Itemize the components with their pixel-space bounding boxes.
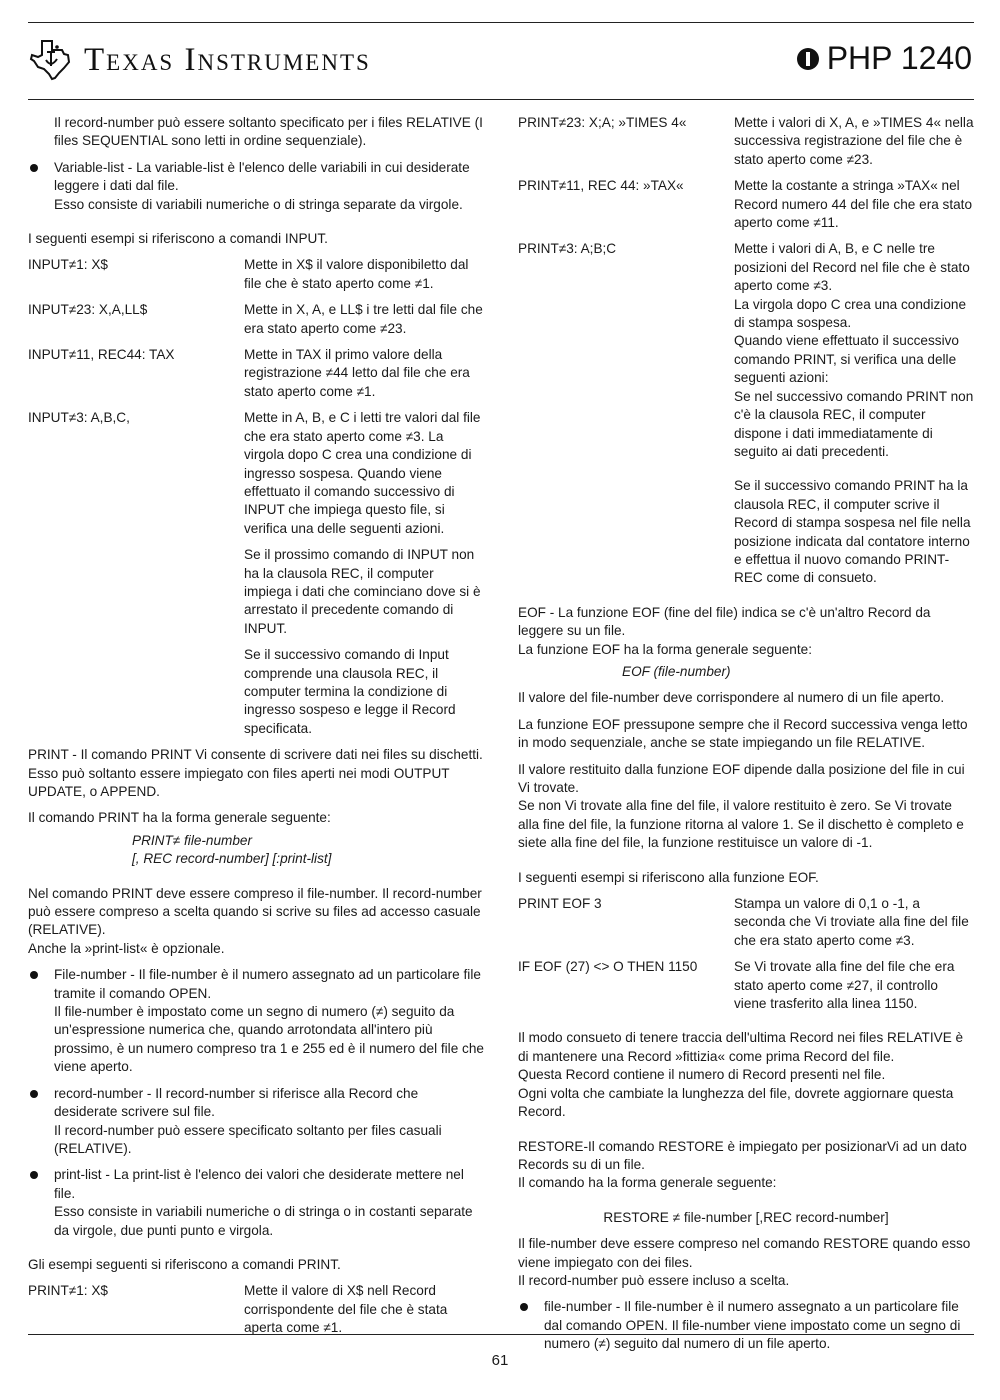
formula-line: RESTORE ≠ file-number [,REC record-number] (603, 1209, 889, 1225)
example-row (518, 895, 974, 950)
example-description: Se il successivo comando PRINT ha la clausola REC, il computer scrive il Record di stampa sospesa nel file nella posizione indicata dal contatore interno e effettua il nuovo comando PRINT-REC come di consueto. (734, 478, 971, 586)
list-item (28, 966, 484, 1076)
paragraph: La funzione EOF pressupone sempre che il Record successiva venga letto in modo sequenziale, anche se state impiegando un file RELATIVE. (518, 716, 968, 751)
paragraph: I seguenti esempi si riferiscono a comandi INPUT. (28, 231, 328, 247)
bullet-text: print-list - La print-list è l'elenco dei valori che desiderate mettere nel file. (54, 1167, 464, 1201)
brand-header (28, 36, 371, 84)
example-command: PRINT EOF 3 (518, 896, 602, 912)
example-command: PRINT≠11, REC 44: »TAX« (518, 178, 684, 194)
example-description: La virgola dopo C crea una condizione di stampa sospesa. (734, 296, 967, 331)
example-command: INPUT≠23: X,A,LL$ (28, 302, 148, 318)
bullet-text: record-number - Il record-number si riferisce alla Record che desiderate scrivere sul file. (54, 1085, 419, 1120)
example-description: Se il prossimo comando di INPUT non ha la clausola REC, il computer impiega i dati che cominciano dove si è arrestato il precedente comando di INPUT. (244, 547, 481, 636)
bullet-text: Il file-number è impostato come un segno di numero (≠) seguito da un'espressione numerica che, quando arrotondata all'intero più prossimo, è un numero compreso tra 1 e 255 ed è il numero del file che viene aperto. (54, 1004, 484, 1075)
formula-line: EOF (file-number) (622, 663, 731, 679)
paragraph: Gli esempi seguenti si riferiscono a comandi PRINT. (28, 1256, 341, 1272)
bullet-text: Variable-list - La variable-list è l'elenco delle variabili in cui desiderate leggere i dati dal file. (54, 159, 470, 194)
example-row (518, 240, 974, 587)
example-row (28, 1282, 484, 1337)
example-row (28, 301, 484, 338)
formula-line: PRINT≠ file-number (132, 832, 253, 848)
paragraph: Il valore restituito dalla funzione EOF dipende dalla posizione del file in cui Vi trovate. (518, 761, 965, 795)
paragraph: La funzione EOF ha la forma generale seguente: (518, 641, 812, 657)
example-command: INPUT≠11, REC44: TAX (28, 347, 175, 363)
list-item (28, 159, 484, 214)
example-description: Mette il valore di X$ nell Record corrispondente del file che è stata aperta come ≠1. (244, 1283, 448, 1336)
paragraph: EOF - La funzione EOF (fine del file) indica se c'è un'altro Record da leggere su un file. (518, 604, 931, 639)
model-number: PHP 1240 (826, 40, 972, 76)
paragraph: Ogni volta che cambiate la lunghezza del file, dovrete aggiornare questa Record. (518, 1085, 954, 1120)
example-row (518, 958, 974, 1013)
bullet-text: Esso consiste di variabili numeriche o di stringa separate da virgole. (54, 196, 463, 212)
left-column (28, 114, 484, 1338)
bullet-text: File-number - Il file-number è il numero assegnato ad un particolare file tramite il comando OPEN. (54, 967, 481, 1001)
example-description-block (734, 240, 974, 587)
paragraph: PRINT - Il comando PRINT Vi consente di scrivere dati nei files su dischetti. (28, 747, 483, 763)
example-description: Mette in X$ il valore disponibiletto dal file che è stato aperto come ≠1. (244, 257, 469, 291)
model-label (797, 40, 972, 77)
top-rule (28, 22, 974, 23)
example-row (28, 346, 484, 401)
example-command: PRINT≠3: A;B;C (518, 241, 617, 257)
paragraph: Il valore del file-number deve corrispondere al numero di un file aperto. (518, 690, 945, 706)
paragraph: Se non Vi trovate alla fine del file, il valore restituito è zero. Se Vi trovate alla fine del file, la funzione ritorna al valore 1. Se il dischetto è completo e siete alla fine del file, la funzione restituisce un valore di -1. (518, 798, 964, 851)
example-row (518, 177, 974, 232)
bullet-text: Esso consiste in variabili numeriche o di stringa o in costanti separate da virgole, due punti punto e virgola. (54, 1204, 473, 1238)
paragraph: Il comando ha la forma generale seguente: (518, 1175, 777, 1191)
page-number: 61 (491, 1352, 509, 1369)
example-command: PRINT≠23: X;A; »TIMES 4« (518, 115, 687, 130)
right-column (518, 114, 974, 1354)
list-item (518, 1298, 974, 1353)
list-item (28, 1085, 484, 1159)
paragraph: I seguenti esempi si riferiscono alla funzione EOF. (518, 869, 819, 885)
bullet-text: Il record-number può essere specificato soltanto per files casuali (RELATIVE). (54, 1122, 442, 1156)
paragraph: Questa Record contiene il numero di Record presenti nel file. (518, 1067, 886, 1083)
header-rule (28, 99, 974, 100)
example-row (518, 114, 974, 169)
example-description: Mette i valori di A, B, e C nelle tre posizioni del Record nel file che è stato aperto come ≠3. (734, 241, 970, 294)
paragraph: Anche la »print-list« è opzionale. (28, 940, 225, 956)
paragraph: RESTORE-Il comando RESTORE è impiegato per posizionarVi ad un dato Records su di un file. (518, 1138, 967, 1172)
example-description: Se il successivo comando di Input comprende una clausola REC, il computer termina la condizione di ingresso sospeso e legge il Record specificata. (244, 647, 456, 736)
example-description-block (244, 409, 484, 738)
example-description: Se Vi trovate alla fine del file che era stato aperto come ≠27, il controllo viene trasferito alla linea 1150. (734, 959, 955, 1012)
example-command: INPUT≠1: X$ (28, 257, 108, 273)
example-command: PRINT≠1: X$ (28, 1283, 108, 1299)
formula-line: [, REC record-number] [:print-list] (132, 851, 332, 867)
paragraph: Il record-number può essere incluso a scelta. (518, 1272, 790, 1288)
paragraph: Il modo consueto di tenere traccia dell'ultima Record nei files RELATIVE è di mantenere una Record »fittizia« come prima Record del file. (518, 1030, 964, 1064)
example-description: Mette in A, B, e C i letti tre valori dal file che era stato aperto come ≠3. La virgola dopo C crea una condizione di ingresso sospesa. Quando viene effettuato il comando successivo di INPUT che impiega questo file, si verifica una delle seguenti azioni. (244, 410, 481, 536)
example-description: Mette la costante a stringa »TAX« nel Record numero 44 del file che era stato aperto come ≠11. (734, 178, 973, 231)
brand-name: Texas Instruments (84, 41, 371, 78)
example-description: Quando viene effettuato il successivo comando PRINT, si verifica una delle seguenti azioni: (734, 333, 959, 386)
paragraph: Il record-number può essere soltanto specificato per i files RELATIVE (I files SEQUENTIAL sono letti in ordine sequenziale). (54, 115, 483, 149)
example-command: IF EOF (27) <> O THEN 1150 (518, 959, 698, 975)
paragraph: Il file-number deve essere compreso nel comando RESTORE quando esso viene impiegato con dei files. (518, 1236, 971, 1270)
example-description: Mette in X, A, e LL$ i tre letti dal file che era stato aperto come ≠23. (244, 302, 483, 336)
example-row (28, 256, 484, 293)
footer-rule (28, 1334, 974, 1335)
example-row (28, 409, 484, 738)
example-description: Stampa un valore di 0,1 o -1, a seconda che Vi troviate alla fine del file che era stato aperto come ≠3. (734, 896, 969, 948)
list-item (28, 1166, 484, 1240)
paragraph: Il comando PRINT ha la forma generale seguente: (28, 810, 331, 826)
bullet-text: file-number - Il file-number è il numero assegnato a un particolare file dal comando OPEN. Il file-number viene impostato come un segno di numero (≠) seguito dal numero di un file aperto. (544, 1299, 961, 1352)
example-description: Se nel successivo comando PRINT non c'è la clausola REC, il computer dispone i dati immediatamente di seguito ai dati precedenti. (734, 388, 974, 459)
example-command: INPUT≠3: A,B,C, (28, 410, 130, 426)
bullet-mark-icon (797, 48, 819, 70)
paragraph: Nel comando PRINT deve essere compreso il file-number. Il record-number può essere compreso a scelta quando si scrive su files ad accesso casuale (RELATIVE). (28, 885, 482, 938)
example-description: Mette in TAX il primo valore della registrazione ≠44 letto dal file che era stato aperto come ≠1. (244, 347, 470, 399)
paragraph: Esso può soltanto essere impiegato con files aperti nei modi OUTPUT UPDATE, o APPEND. (28, 765, 450, 799)
texas-state-logo-icon (28, 38, 72, 82)
example-description: Mette i valori di X, A, e »TIMES 4« nella successiva registrazione del file che è stato aperto come ≠23. (734, 115, 974, 167)
